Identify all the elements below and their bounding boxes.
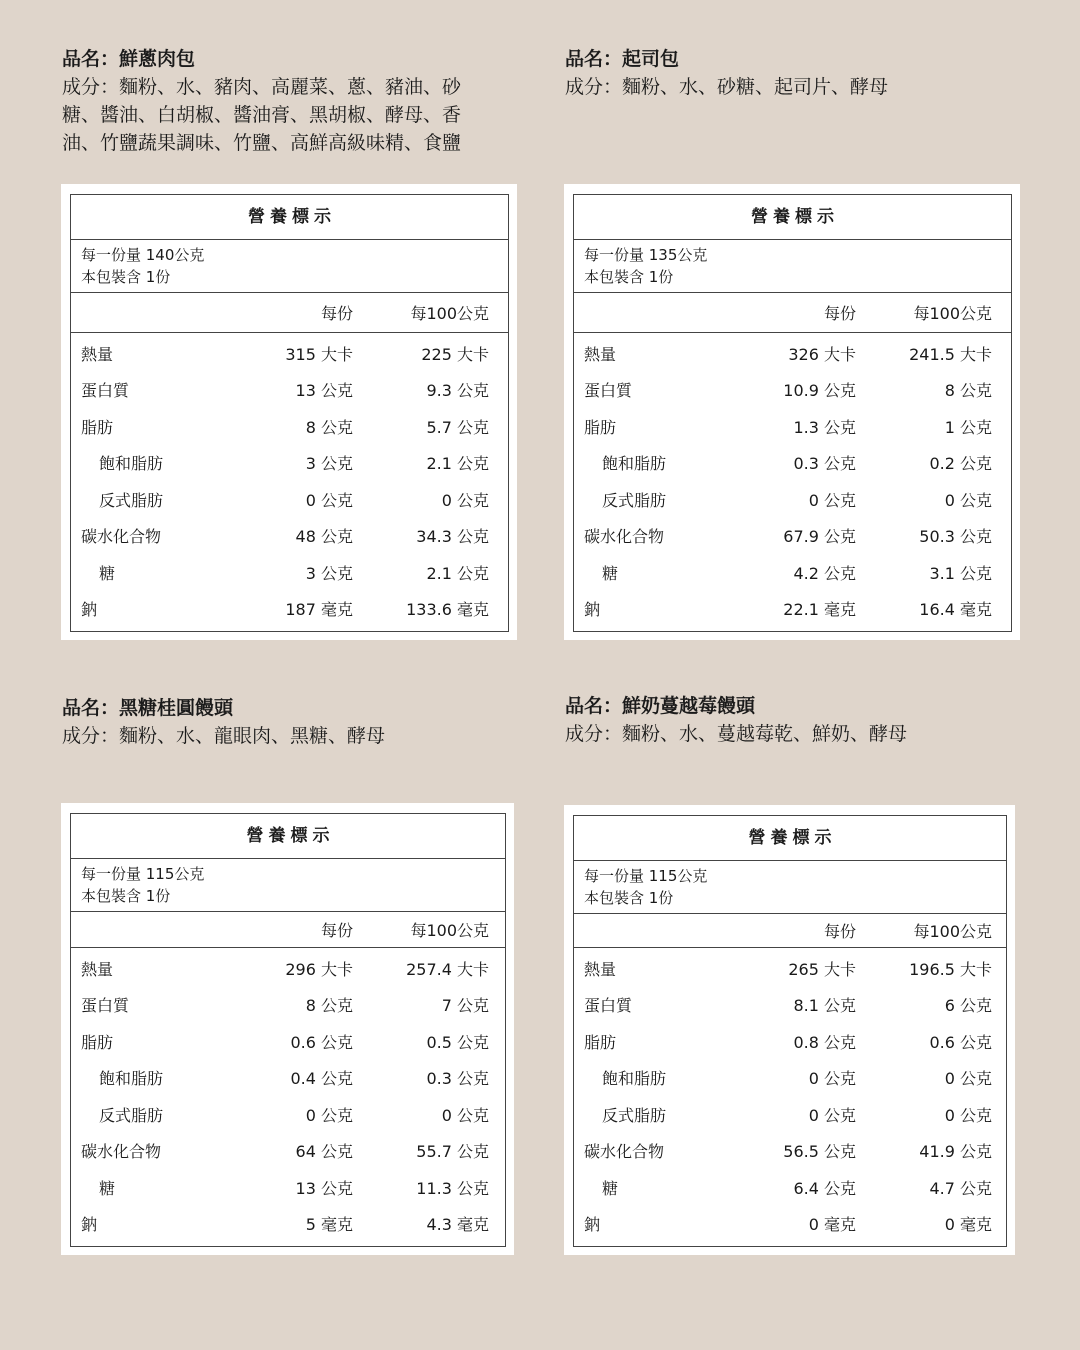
nutrient-row: 脂肪 0.6 公克 0.5 公克	[81, 1032, 489, 1052]
product-ingredients: 成分：麵粉、水、龍眼肉、黑糖、酵母	[62, 725, 386, 747]
nutrient-rows	[574, 948, 1006, 1246]
product-name: 品名：起司包	[565, 48, 680, 70]
serving-info: 每一份量 135公克 本包裝含 1份	[574, 240, 1011, 293]
nutrient-row: 反式脂肪 0 公克 0 公克	[99, 1105, 489, 1125]
nutrient-row: 飽和脂肪 0.3 公克 0.2 公克	[602, 454, 992, 474]
product-ingredients: 成分：麵粉、水、砂糖、起司片、酵母	[565, 76, 889, 98]
nutrient-row: 蛋白質 10.9 公克 8 公克	[584, 381, 992, 401]
product-header	[565, 692, 1005, 748]
nutrient-rows	[574, 333, 1011, 631]
column-header: 每份 每100公克	[71, 912, 505, 948]
nutrient-row: 蛋白質 8.1 公克 6 公克	[584, 996, 992, 1016]
nutrient-row: 鈉 187 毫克 133.6 毫克	[81, 600, 489, 620]
nutrition-panel	[70, 813, 506, 1247]
nutrient-row: 飽和脂肪 3 公克 2.1 公克	[99, 454, 489, 474]
nutrient-rows	[71, 948, 505, 1246]
product-name: 品名：鮮蔥肉包	[62, 48, 196, 70]
column-header: 每份 每100公克	[71, 293, 508, 333]
panel-title: 營養標示	[574, 816, 1006, 861]
product-ingredients: 成分：麵粉、水、蔓越莓乾、鮮奶、酵母	[565, 723, 908, 745]
nutrient-row: 糖 6.4 公克 4.7 公克	[602, 1178, 992, 1198]
nutrient-row: 蛋白質 8 公克 7 公克	[81, 996, 489, 1016]
product-header	[62, 694, 502, 750]
nutrient-row: 糖 13 公克 11.3 公克	[99, 1178, 489, 1198]
nutrient-row: 熱量 315 大卡 225 大卡	[81, 344, 489, 364]
nutrition-label-card	[61, 184, 517, 640]
nutrient-rows	[71, 333, 508, 631]
serving-info: 每一份量 115公克 本包裝含 1份	[574, 861, 1006, 914]
column-header: 每份 每100公克	[574, 293, 1011, 333]
nutrient-row: 反式脂肪 0 公克 0 公克	[99, 490, 489, 510]
nutrient-row: 碳水化合物 67.9 公克 50.3 公克	[584, 527, 992, 547]
product-header	[565, 45, 1005, 101]
nutrient-row: 熱量 296 大卡 257.4 大卡	[81, 959, 489, 979]
product-name: 品名：黑糖桂圓饅頭	[62, 697, 234, 719]
nutrition-label-card	[564, 805, 1015, 1255]
nutrient-row: 脂肪 1.3 公克 1 公克	[584, 417, 992, 437]
product-header	[62, 45, 502, 157]
nutrient-row: 糖 4.2 公克 3.1 公克	[602, 563, 992, 583]
nutrient-row: 飽和脂肪 0.4 公克 0.3 公克	[99, 1069, 489, 1089]
nutrient-row: 碳水化合物 64 公克 55.7 公克	[81, 1142, 489, 1162]
nutrient-row: 蛋白質 13 公克 9.3 公克	[81, 381, 489, 401]
nutrition-panel	[573, 815, 1007, 1247]
nutrient-row: 碳水化合物 48 公克 34.3 公克	[81, 527, 489, 547]
nutrition-panel	[573, 194, 1012, 632]
nutrient-row: 鈉 5 毫克 4.3 毫克	[81, 1215, 489, 1235]
nutrient-row: 反式脂肪 0 公克 0 公克	[602, 1105, 992, 1125]
product-ingredients: 成分：麵粉、水、豬肉、高麗菜、蔥、豬油、砂 糖、醬油、白胡椒、醬油膏、黑胡椒、酵母、香 油、竹鹽蔬果調味、竹鹽、高鮮高級味精、食鹽	[62, 76, 462, 154]
nutrient-row: 熱量 326 大卡 241.5 大卡	[584, 344, 992, 364]
panel-title: 營養標示	[71, 195, 508, 240]
nutrient-row: 脂肪 8 公克 5.7 公克	[81, 417, 489, 437]
panel-title: 營養標示	[574, 195, 1011, 240]
column-header: 每份 每100公克	[574, 914, 1006, 948]
nutrient-row: 反式脂肪 0 公克 0 公克	[602, 490, 992, 510]
nutrition-label-card	[61, 803, 514, 1255]
nutrient-row: 鈉 22.1 毫克 16.4 毫克	[584, 600, 992, 620]
panel-title: 營養標示	[71, 814, 505, 859]
nutrient-row: 鈉 0 毫克 0 毫克	[584, 1215, 992, 1235]
nutrition-panel	[70, 194, 509, 632]
nutrition-label-card	[564, 184, 1020, 640]
nutrient-row: 熱量 265 大卡 196.5 大卡	[584, 959, 992, 979]
product-name: 品名：鮮奶蔓越莓饅頭	[565, 695, 756, 717]
nutrient-row: 碳水化合物 56.5 公克 41.9 公克	[584, 1142, 992, 1162]
serving-info: 每一份量 115公克 本包裝含 1份	[71, 859, 505, 912]
nutrient-row: 飽和脂肪 0 公克 0 公克	[602, 1069, 992, 1089]
serving-info: 每一份量 140公克 本包裝含 1份	[71, 240, 508, 293]
nutrient-row: 脂肪 0.8 公克 0.6 公克	[584, 1032, 992, 1052]
nutrient-row: 糖 3 公克 2.1 公克	[99, 563, 489, 583]
